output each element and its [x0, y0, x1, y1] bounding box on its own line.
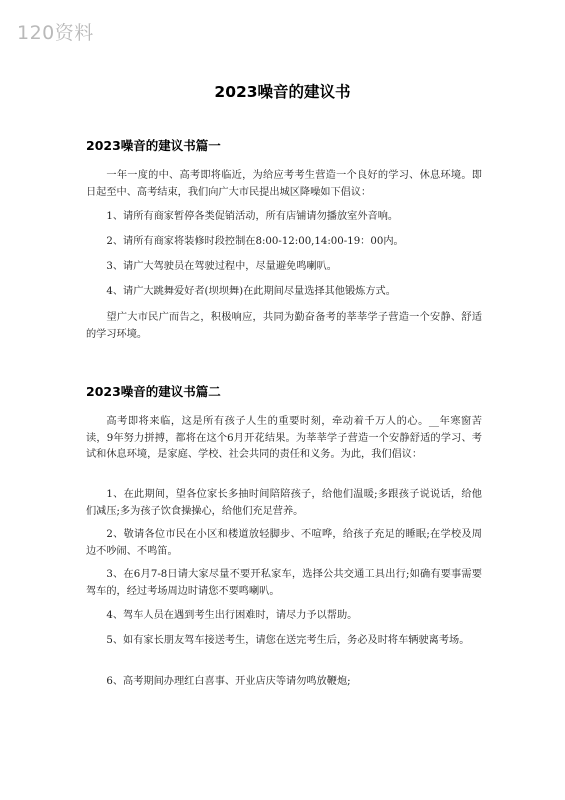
paragraph: 4、驾车人员在遇到考生出行困难时，请尽力予以帮助。 — [106, 610, 358, 621]
paragraph: 望广大市民广而告之，积极响应，共同为勤奋备考的莘莘学子营造一个安静、舒适的学习环境。 — [86, 312, 482, 340]
paragraph: 5、如有家长朋友驾车接送考生，请您在送完考生后，务必及时将车辆驶离考场。 — [106, 635, 470, 646]
paragraph: 2、请所有商家将装修时段控制在8:00-12:00,14:00-19：00内。 — [106, 236, 404, 247]
paragraph: 4、请广大跳舞爱好者(坝坝舞)在此期间尽量选择其他锻炼方式。 — [106, 286, 396, 297]
paragraph: 6、高考期间办理红白喜事、开业店庆等请勿鸣放鞭炮; — [106, 676, 351, 687]
paragraph: 3、请广大驾驶员在驾驶过程中，尽量避免鸣喇叭。 — [106, 261, 337, 272]
paragraph: 3、在6月7-8日请大家尽量不要开私家车，选择公共交通工具出行;如确有要事需要驾车的，经过考场周边时请您不要鸣喇叭。 — [86, 569, 482, 597]
paragraph: 1、请所有商家暂停各类促销活动，所有店铺请勿播放室外音响。 — [106, 211, 399, 222]
section-heading-1: 2023噪音的建议书篇一 — [86, 138, 221, 153]
paragraph: 2、敬请各位市民在小区和楼道放轻脚步、不喧哗，给孩子充足的睡眠;在学校及周边不吵闹、不鸣笛。 — [86, 529, 482, 557]
paragraph: 一年一度的中、高考即将临近，为给应考考生营造一个良好的学习、休息环境。即日起至中、高考结束，我们向广大市民提出城区降噪如下倡议： — [86, 170, 482, 198]
watermark-logo: 120资料 — [17, 22, 94, 44]
document-title: 2023噪音的建议书 — [214, 83, 351, 101]
section-heading-2: 2023噪音的建议书篇二 — [86, 384, 221, 399]
paragraph: 高考即将来临，这是所有孩子人生的重要时刻，牵动着千万人的心。__年寒窗苦读，9年努力拼搏，都将在这个6月开花结果。为莘莘学子营造一个安静舒适的学习、考试和休息环境，是家庭、学校、社会共同的责任和义务。为此，我们倡议： — [86, 416, 482, 460]
paragraph: 1、在此期间，望各位家长多抽时间陪陪孩子，给他们温暖;多跟孩子说说话，给他们减压;多为孩子饮食操操心，给他们充足营养。 — [86, 489, 482, 517]
